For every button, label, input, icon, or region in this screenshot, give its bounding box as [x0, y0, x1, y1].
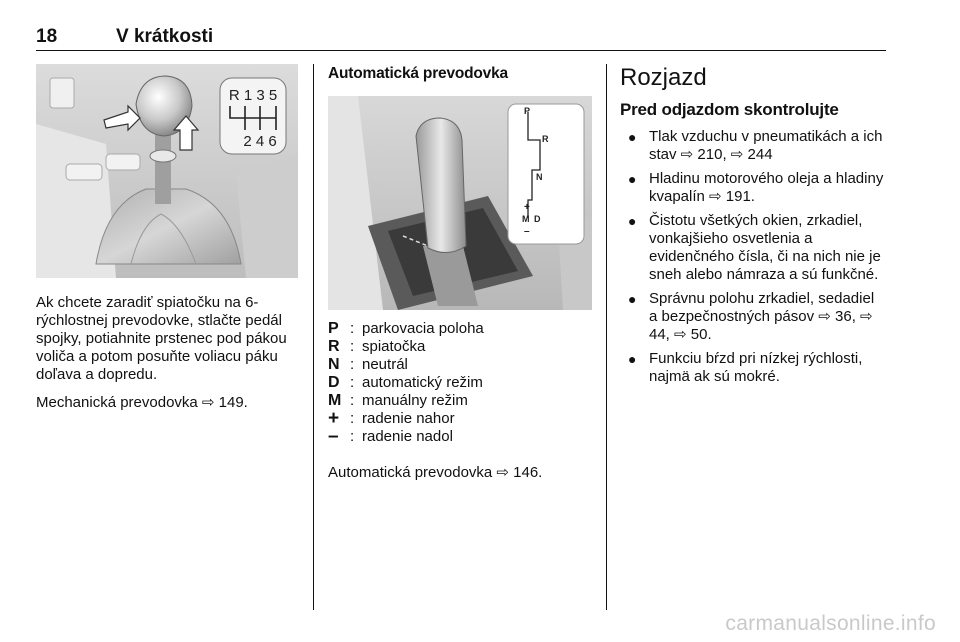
chapter-title: V krátkosti [116, 26, 214, 47]
automatic-selector-illustration [328, 96, 592, 310]
automatic-reference: Automatická prevodovka ⇨ 146. [328, 464, 543, 481]
manual-reference: Mechanická prevodovka ⇨ 149. [36, 394, 248, 411]
gate-label-d: D [534, 214, 541, 224]
gate-label-plus: + [524, 202, 530, 213]
legend-value: automatický režim [362, 374, 483, 391]
checklist-item [620, 128, 886, 164]
checklist-item-text: Hladinu motorového oleja a hladiny kvapalín ⇨ 191. [649, 170, 884, 205]
column-divider-1 [313, 64, 314, 610]
legend-value: parkovacia poloha [362, 320, 484, 337]
legend-value: spiatočka [362, 338, 426, 355]
gate-label-p: P [524, 106, 531, 116]
legend-separator: : [350, 374, 355, 391]
page-number: 18 [36, 26, 58, 47]
checklist [620, 128, 886, 386]
legend-value: neutrál [362, 356, 408, 373]
bullet-icon: ● [628, 171, 637, 187]
gate-label-m: M [522, 214, 530, 224]
watermark: carmanualsonline.info [725, 612, 936, 635]
automatic-selector-figure [328, 96, 592, 310]
header-rule [36, 50, 886, 51]
legend-separator: : [350, 356, 355, 373]
manual-gearshift-illustration [36, 64, 298, 278]
legend-key: P [328, 320, 339, 337]
legend-key: + [328, 408, 340, 429]
bullet-icon: ● [628, 213, 637, 229]
legend-item [328, 410, 592, 428]
legend-key: D [328, 374, 340, 391]
legend-value: radenie nahor [362, 410, 455, 427]
start-section [620, 64, 886, 392]
start-subtitle: Pred odjazdom skontrolujte [620, 100, 839, 119]
checklist-item-text: Správnu polohu zrkadiel, sedadiel a bezpečnostných pásov ⇨ 36, ⇨ 44, ⇨ 50. [649, 290, 875, 343]
legend-key: N [328, 356, 340, 373]
legend-separator: : [350, 392, 355, 409]
page-header [36, 26, 886, 52]
automatic-title: Automatická prevodovka [328, 65, 508, 82]
gate-label-minus: – [524, 226, 530, 237]
legend-value: radenie nadol [362, 428, 453, 445]
manual-transmission-section [36, 64, 298, 412]
start-title: Rozjazd [620, 64, 707, 91]
bullet-icon: ● [628, 129, 637, 145]
legend-item [328, 356, 592, 374]
legend-item [328, 374, 592, 392]
checklist-item [620, 290, 886, 344]
checklist-item [620, 212, 886, 284]
checklist-item-text: Čistotu všetkých okien, zrkadiel, vonkajšieho osvetlenia a evidenčného čísla, či na nich nie je sneh alebo námraza a sú funkčné. [649, 212, 881, 283]
gear-pattern-top: R 1 3 5 [228, 87, 278, 104]
selector-legend [328, 320, 592, 446]
legend-separator: : [350, 320, 355, 337]
checklist-item-text: Funkciu bŕzd pri nízkej rýchlosti, najmä ak sú mokré. [649, 350, 863, 385]
gate-label-r: R [542, 134, 549, 144]
checklist-item [620, 170, 886, 206]
manual-gearshift-figure [36, 64, 298, 278]
legend-separator: : [350, 410, 355, 427]
legend-separator: : [350, 428, 355, 445]
column-divider-2 [606, 64, 607, 610]
automatic-transmission-section [328, 64, 592, 482]
legend-key: R [328, 338, 340, 355]
legend-item [328, 320, 592, 338]
legend-separator: : [350, 338, 355, 355]
gear-pattern-bottom: 2 4 6 [243, 133, 277, 150]
legend-key: M [328, 392, 342, 409]
checklist-item-text: Tlak vzduchu v pneumatikách a ich stav ⇨ 210, ⇨ 244 [649, 128, 883, 163]
legend-key: – [328, 426, 339, 447]
legend-item [328, 428, 592, 446]
manual-reverse-text: Ak chcete zaradiť spiatočku na 6-rýchlostnej prevodovke, stlačte pedál spojky, potiahnite prstenec pod pákou voliča a potom posuňte voliacu páku doľava a dopredu. [36, 294, 287, 383]
legend-item [328, 338, 592, 356]
bullet-icon: ● [628, 291, 637, 307]
bullet-icon: ● [628, 351, 637, 367]
legend-value: manuálny režim [362, 392, 468, 409]
legend-item [328, 392, 592, 410]
gate-label-n: N [536, 172, 543, 182]
checklist-item [620, 350, 886, 386]
